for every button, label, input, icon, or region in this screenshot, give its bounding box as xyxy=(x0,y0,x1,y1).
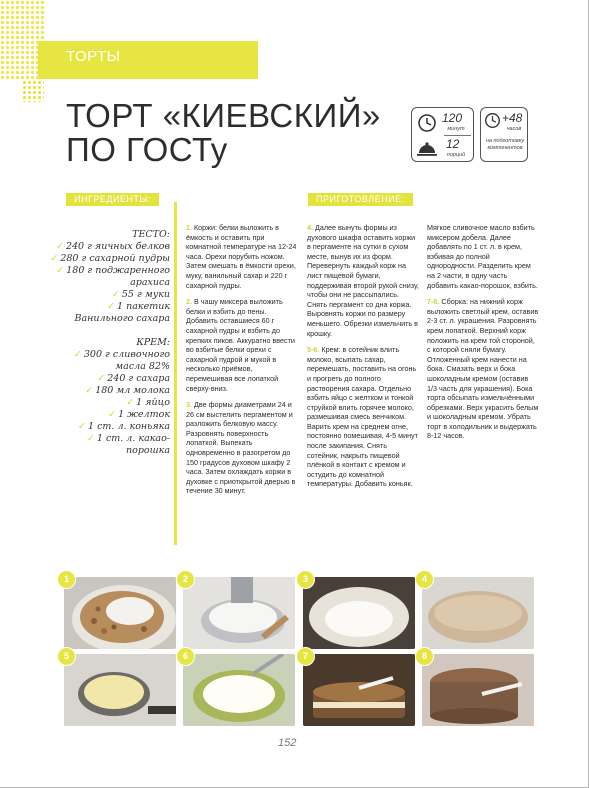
ingredients-list xyxy=(50,223,170,457)
step-photo-2 xyxy=(183,577,295,649)
ingredient-item xyxy=(50,373,170,385)
step-5-6-continued xyxy=(427,223,539,290)
check-icon: ✓ xyxy=(56,265,65,276)
dough-items xyxy=(50,241,170,325)
step-number: 4. xyxy=(307,223,313,232)
recipe-title xyxy=(66,99,381,167)
check-icon: ✓ xyxy=(86,433,95,444)
step-2 xyxy=(186,297,298,393)
check-icon: ✓ xyxy=(107,301,116,312)
photo-badge-7: 7 xyxy=(296,647,315,666)
step-photo-6 xyxy=(183,654,295,726)
steps-column-2 xyxy=(307,223,419,496)
ingredient-item xyxy=(50,421,170,433)
photo-badge-1: 1 xyxy=(57,570,76,589)
ingredient-text: 1 ст. л. какао-порошка xyxy=(96,433,170,456)
clock-icon xyxy=(484,112,501,129)
photo-badge-4: 4 xyxy=(415,570,434,589)
ingredient-text: 1 ст. л. коньяка xyxy=(88,421,170,432)
ingredient-text: 240 г яичных белков xyxy=(65,241,170,252)
cream-heading: КРЕМ: xyxy=(136,337,170,348)
check-icon: ✓ xyxy=(126,397,135,408)
ingredient-text: 1 пакетик Ванильного сахара xyxy=(74,301,170,324)
step-text: Две формы диаметрами 24 и 26 см выстелить пергаментом и разложить белковую массу. Разровнять поверхность лопаткой. Выпекать одновременно в разогретом до 150 градусов духовом шкафу 2 часа. Затем охлаждать коржи в духовке с приоткрытой дверью в течение 30 минут. xyxy=(186,400,296,496)
step-4 xyxy=(307,223,419,338)
ingredient-item xyxy=(50,253,170,265)
preparation-tag: ПРИГОТОВЛЕНИЕ: xyxy=(308,193,413,206)
step-photo-4 xyxy=(422,577,534,649)
step-7-8 xyxy=(427,297,539,441)
ingredient-item xyxy=(50,385,170,397)
prep-note: на подготовку компонентов xyxy=(485,138,525,151)
check-icon: ✓ xyxy=(97,373,106,384)
step-1 xyxy=(186,223,298,290)
column-divider xyxy=(174,202,177,545)
title-line-2: ПО ГОСТу xyxy=(66,131,228,168)
step-photo-8 xyxy=(422,654,534,726)
check-icon: ✓ xyxy=(78,421,87,432)
steps-column-3 xyxy=(427,223,539,448)
step-photo-1 xyxy=(64,577,176,649)
step-number: 5-6. xyxy=(307,345,320,355)
ingredient-item xyxy=(50,289,170,301)
cream-items xyxy=(50,349,170,457)
ingredient-text: 180 г поджаренного арахиса xyxy=(66,265,170,288)
prep-value: +48 xyxy=(502,111,523,125)
ingredient-item xyxy=(50,265,170,289)
ingredient-text: 240 г сахара xyxy=(107,373,170,384)
photo-badge-2: 2 xyxy=(176,570,195,589)
step-photo-5 xyxy=(64,654,176,726)
step-5-6 xyxy=(307,345,419,489)
ingredients-tag: ИНГРЕДИЕНТЫ: xyxy=(66,193,159,206)
step-photo-7 xyxy=(303,654,415,726)
photo-badge-5: 5 xyxy=(57,647,76,666)
portions-value: 12 xyxy=(446,137,460,151)
ingredient-item xyxy=(50,397,170,409)
time-unit: минут xyxy=(447,126,465,132)
step-photo-3 xyxy=(303,577,415,649)
ingredient-text: 280 г сахарной пудры xyxy=(60,253,170,264)
step-text: В чашу миксера выложить белки и взбить до пены. Добавить оставшиеся 60 г сахарной пудры и взбить до крепких пиков. Аккуратно ввести во взбитые белки орехи с сахарной пудрой и мукой в несколько приёмов, перемешивая все лопаткой сверху-вниз. xyxy=(186,297,295,393)
time-portions-box xyxy=(411,107,474,162)
ingredient-text: 1 яйцо xyxy=(136,397,170,408)
check-icon: ✓ xyxy=(50,253,59,264)
step-text: Мягкое сливочное масло взбить миксером добела. Далее добавлять по 1 ст. л. в крем, взбивая до полной однородности. Разделить крем на 2 части, в одну часть добавить какао-порошок, взбить. xyxy=(427,223,538,290)
ingredient-item xyxy=(50,433,170,457)
decorative-dots-small xyxy=(22,80,44,102)
title-line-1: ТОРТ «КИЕВСКИЙ» xyxy=(66,97,381,134)
dough-heading: ТЕСТО: xyxy=(132,229,170,240)
step-text: Крем: в сотейник влить молоко, всыпать сахар, перемешать, поставить на огонь и прогреть до полного растворения сахара. Отдельно взбить яйцо с желтком и тонкой струйкой влить горячее молоко, размешивая смесь венчиком. Варить крем на среднем огне, постоянно помешивая, 4-5 минут после закипания. Снять сотейник, накрыть пищевой плёнкой в контакт с кремом и остудить до комнатной температуры. Добавить коньяк. xyxy=(307,345,418,489)
ingredient-text: 55 г муки xyxy=(121,289,170,300)
clock-icon xyxy=(417,113,437,133)
ingredient-item xyxy=(50,241,170,253)
time-value: 120 xyxy=(442,111,463,125)
check-icon: ✓ xyxy=(108,409,117,420)
portions-unit: порций xyxy=(446,152,466,158)
ingredient-text: 1 желток xyxy=(118,409,170,420)
photo-badge-8: 8 xyxy=(415,647,434,666)
step-text: Коржи: белки выложить в ёмкость и оставить при комнатной температуре на 12-24 часа. Орехи порубить ножом. Затем смешать в ёмкости орехи, муку, ванильный сахар и 220 г сахарной пудры. xyxy=(186,223,297,290)
steps-column-1 xyxy=(186,223,298,503)
photo-badge-6: 6 xyxy=(176,647,195,666)
check-icon: ✓ xyxy=(73,349,82,360)
step-number: 1. xyxy=(186,223,192,232)
ingredient-text: 180 мл молока xyxy=(95,385,170,396)
step-number: 3. xyxy=(186,400,192,410)
step-text: Далее вынуть формы из духового шкафа оставить коржи в пергаменте на сутки в сухом месте, вынув их из форм. Перевернуть каждый корж на лист пищевой бумаги, поддерживая второй рукой снизу, чтобы они не рассыпались. Снять пергамент со дна коржа. Выровнять коржи по размеру меньшего. Обрезки измельчить в крошку. xyxy=(307,223,419,338)
step-number: 7-8. xyxy=(427,297,440,307)
photo-badge-3: 3 xyxy=(296,570,315,589)
ingredient-text: 300 г сливочного масла 82% xyxy=(83,349,170,372)
meta-divider xyxy=(444,135,471,136)
prep-unit: часов xyxy=(506,126,522,132)
page-number: 152 xyxy=(278,737,297,749)
ingredient-item xyxy=(50,349,170,373)
check-icon: ✓ xyxy=(85,385,94,396)
ingredient-item xyxy=(50,301,170,325)
check-icon: ✓ xyxy=(55,241,64,252)
step-3 xyxy=(186,400,298,496)
step-number: 2. xyxy=(186,297,192,307)
section-title: ТОРТЫ xyxy=(66,48,121,65)
step-text: Сборка: на нижний корж выложить светлый крем, оставив 2-3 ст. л. украшения. Разровнять крем лопаткой. Верхний корж положить на крем той стороной, с которой сняли бумагу. Отложенный крем нанести на бока. Смазать верх и бока шоколадным кремом (оставив 1/3 часть для украшения). Бока торта обсыпать измельчёнными обрезками. Верх украсить белым и шоколадным кремом. Убрать торт в холодильник и выдержать 8-12 часов. xyxy=(427,297,539,441)
serving-dish-icon xyxy=(416,138,438,158)
ingredient-item xyxy=(50,409,170,421)
check-icon: ✓ xyxy=(111,289,120,300)
prep-time-box xyxy=(480,107,528,162)
